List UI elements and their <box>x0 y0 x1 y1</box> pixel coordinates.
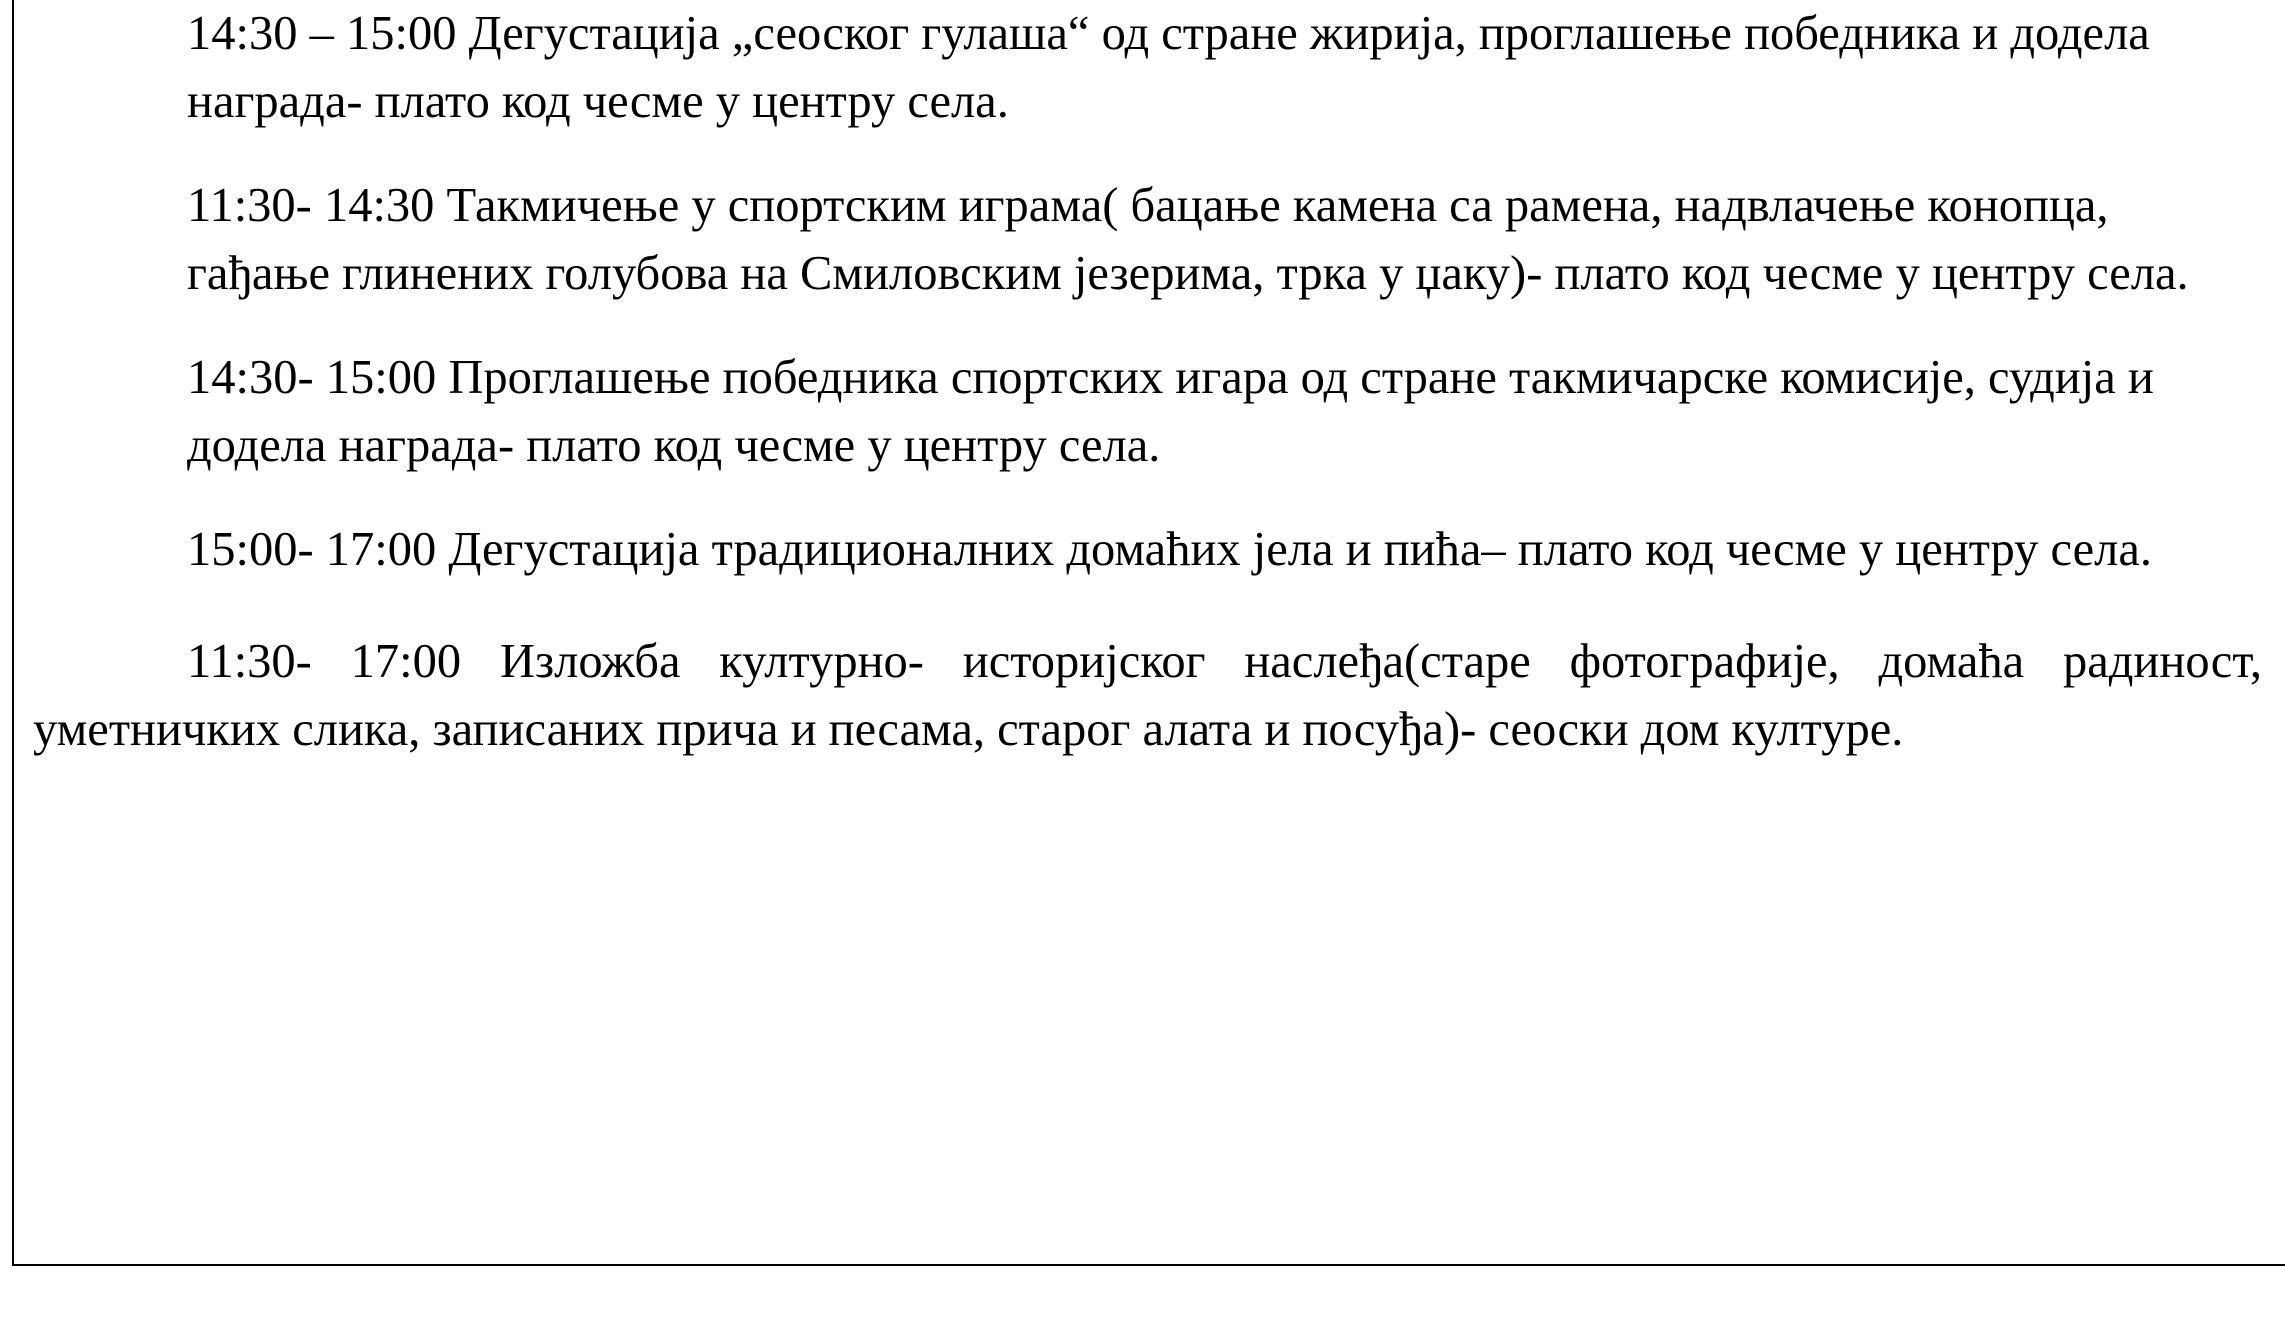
schedule-entry-line: додела награда- плато код чесме у центру села. <box>187 419 1161 472</box>
schedule-entry-line: 14:30 – 15:00 Дегустација „сеоског гулаша“ од стране жирија, проглашење победника и додела <box>187 7 2150 60</box>
schedule-entry-heritage-exhibition-continued: уметничких слика, записаних прича и песама, старог алата и посуђа)- сеоски дом културе. <box>33 703 1904 756</box>
schedule-entry-heritage-exhibition: 11:30- 17:00 Изложба културно- историјског наслеђа(старе фотографије, домаћа радиност, <box>187 635 2262 688</box>
schedule-entry-traditional-food <box>187 516 2152 584</box>
schedule-entry-line: награда- плато код чесме у центру села. <box>187 75 1009 128</box>
schedule-entry-line: гађање глинених голубова на Смиловским језерима, трка у џаку)- плато код чесме у центру села. <box>187 247 2189 300</box>
schedule-entry-sports-games <box>187 172 2189 308</box>
schedule-entry-sports-winners <box>187 344 2154 480</box>
schedule-entry-line: 11:30- 14:30 Такмичење у спортским играма( бацање камена са рамена, надвлачење конопца, <box>187 179 2109 232</box>
schedule-entry-line: 15:00- 17:00 Дегустација традиционалних домаћих јела и пића– плато код чесме у центру села. <box>187 523 2152 576</box>
schedule-entry-tasting-goulash <box>187 0 2150 136</box>
schedule-entry-line: 14:30- 15:00 Проглашење победника спортских игара од стране такмичарске комисије, судија и <box>187 351 2154 404</box>
